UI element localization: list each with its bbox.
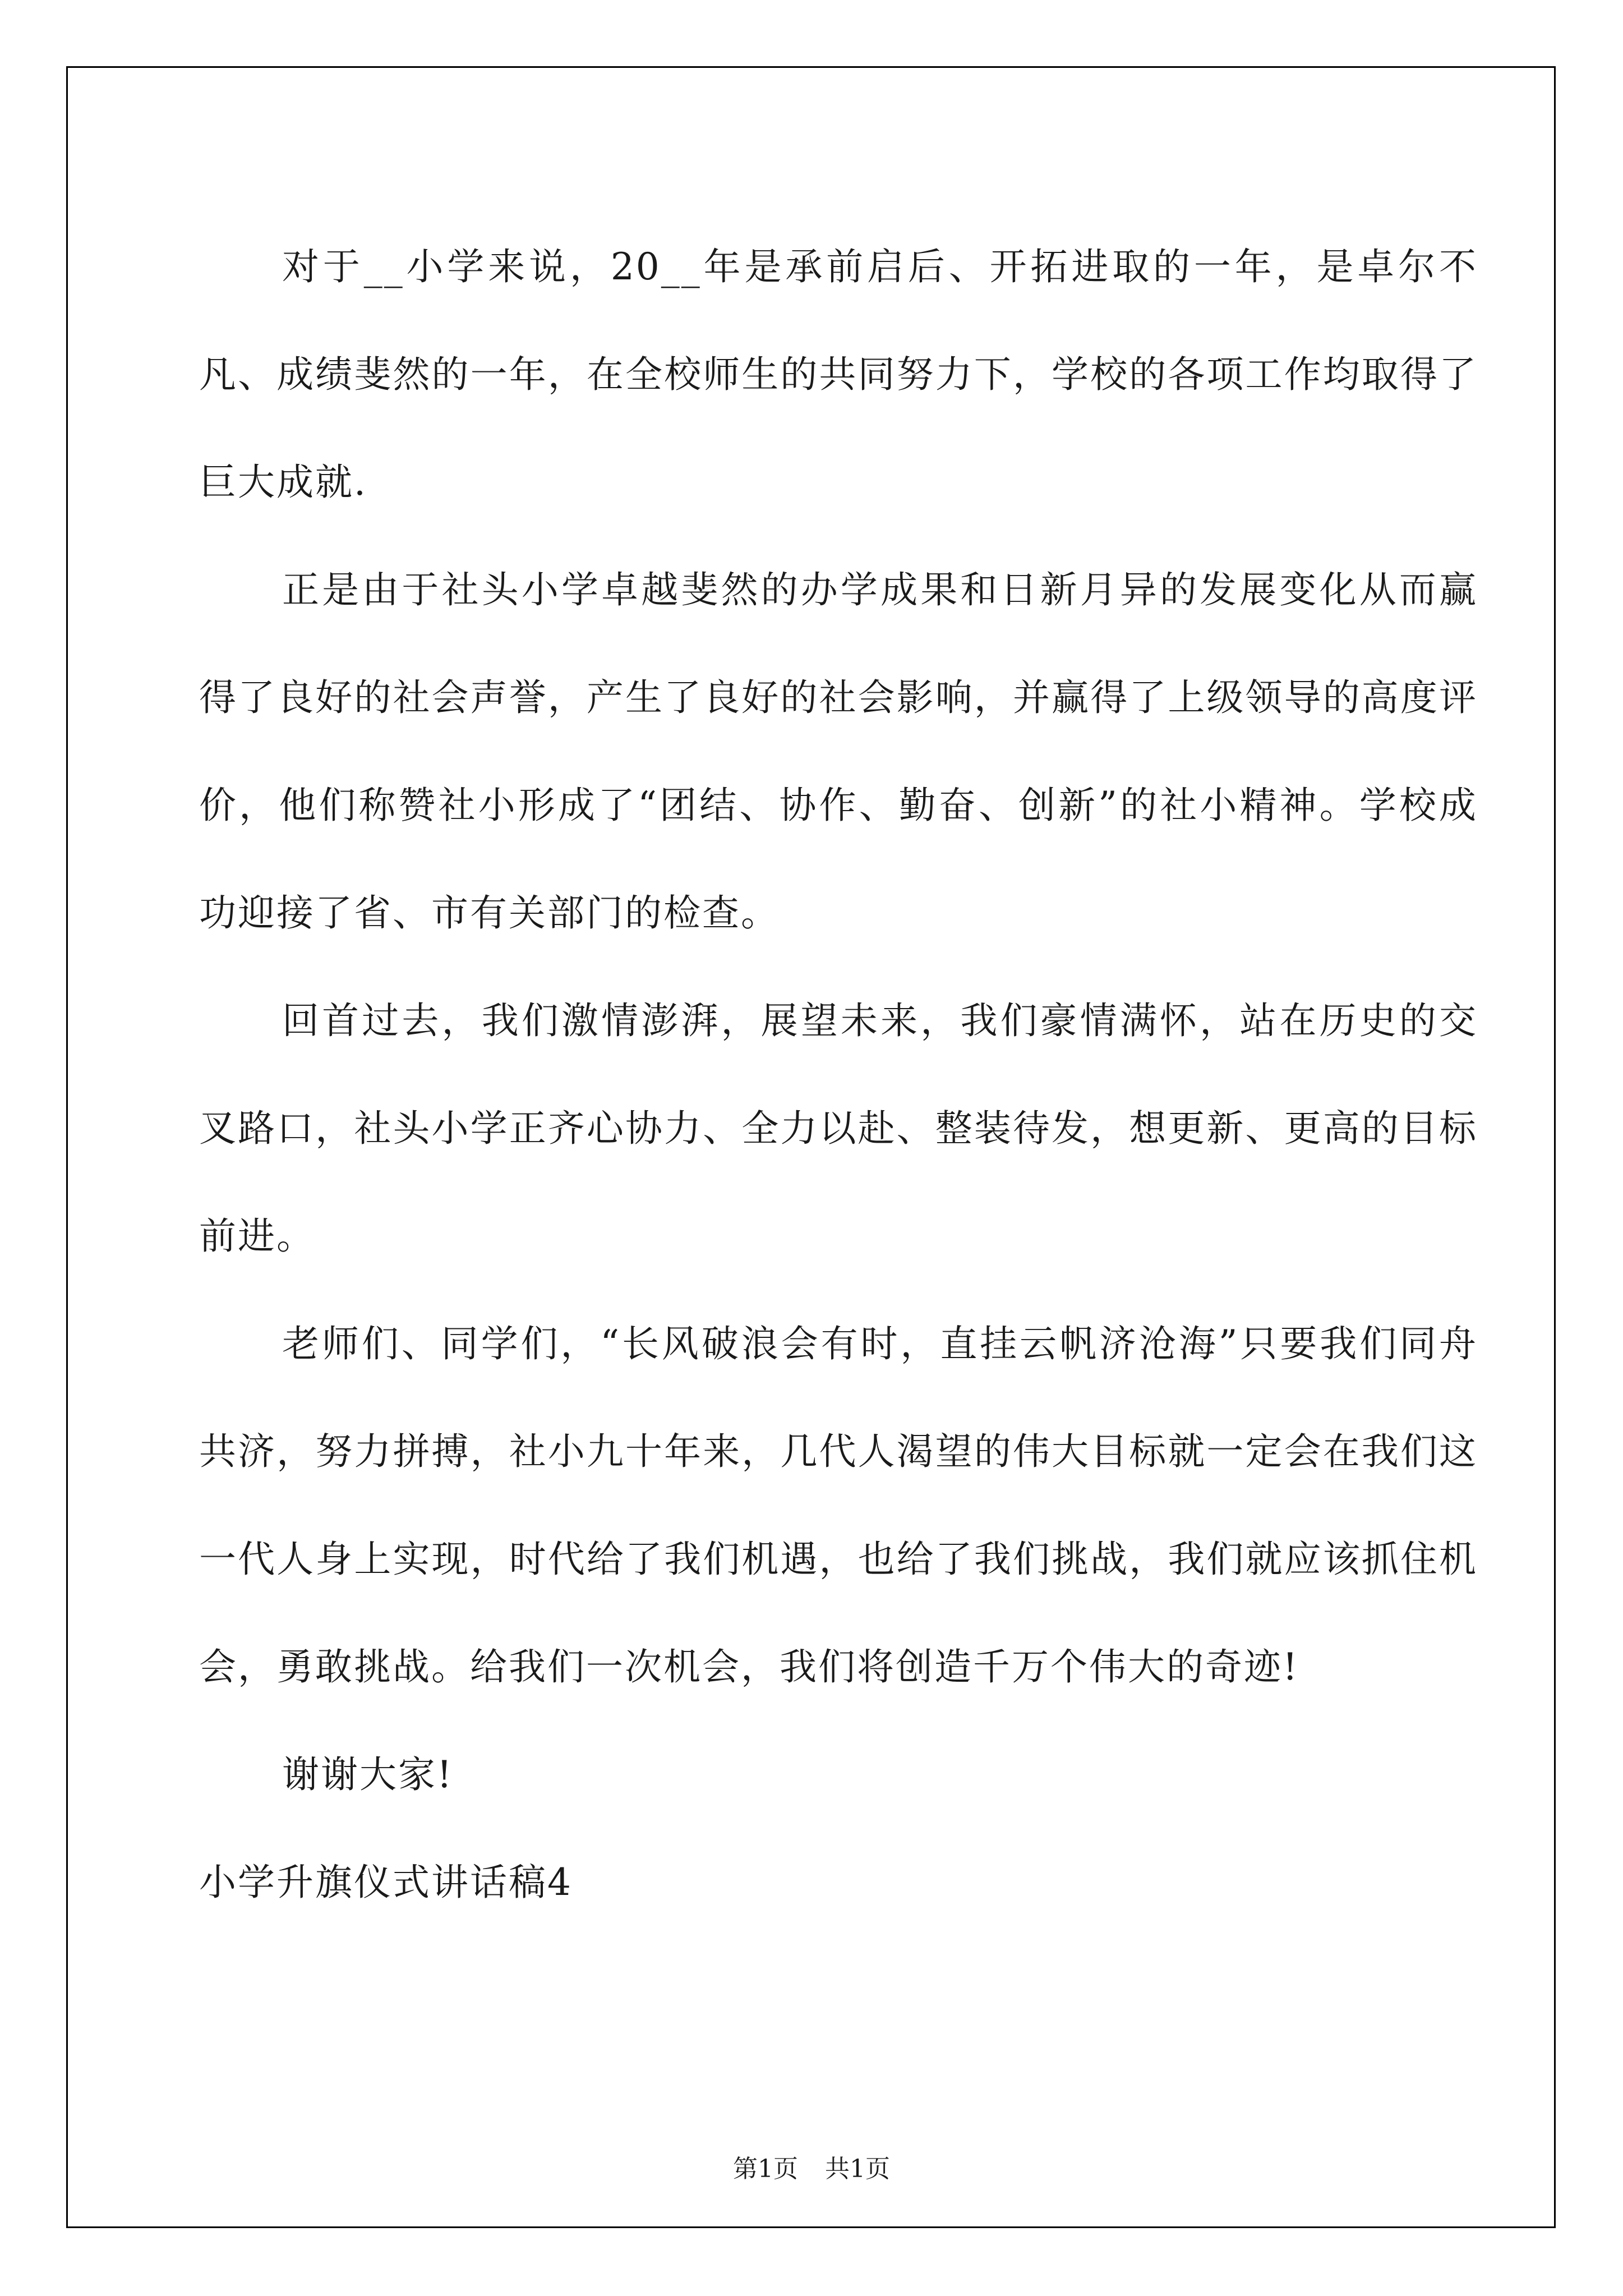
paragraph-3: 回首过去，我们激情澎湃，展望未来，我们豪情满怀，站在历史的交叉路口，社头小学正齐心协力、全力以赴、整装待发，想更新、更高的目标前进。	[199, 999, 1478, 1258]
page-number-total: 共1页	[825, 2155, 890, 2183]
document-body	[199, 213, 1478, 1936]
page-footer	[0, 2148, 1623, 2184]
paragraph-5: 谢谢大家!	[282, 1753, 454, 1796]
paragraph-1: 对于__小学来说，20__年是承前启后、开拓进取的一年，是卓尔不凡、成绩斐然的一年，在全校师生的共同努力下，学校的各项工作均取得了巨大成就.	[199, 245, 1478, 504]
paragraph-4: 老师们、同学们，“长风破浪会有时，直挂云帆济沧海”只要我们同舟共济，努力拼搏，社小九十年来，几代人渴望的伟大目标就一定会在我们这一代人身上实现，时代给了我们机遇，也给了我们挑战，我们就应该抓住机会，勇敢挑战。给我们一次机会，我们将创造千万个伟大的奇迹!	[199, 1322, 1478, 1688]
paragraph-2: 正是由于社头小学卓越斐然的办学成果和日新月异的发展变化从而赢得了良好的社会声誉，产生了良好的社会影响，并赢得了上级领导的高度评价，他们称赞社小形成了“团结、协作、勤奋、创新”的社小精神。学校成功迎接了省、市有关部门的检查。	[199, 568, 1478, 935]
page-number-current: 第1页	[733, 2155, 798, 2183]
section-heading: 小学升旗仪式讲话稿4	[199, 1861, 573, 1904]
